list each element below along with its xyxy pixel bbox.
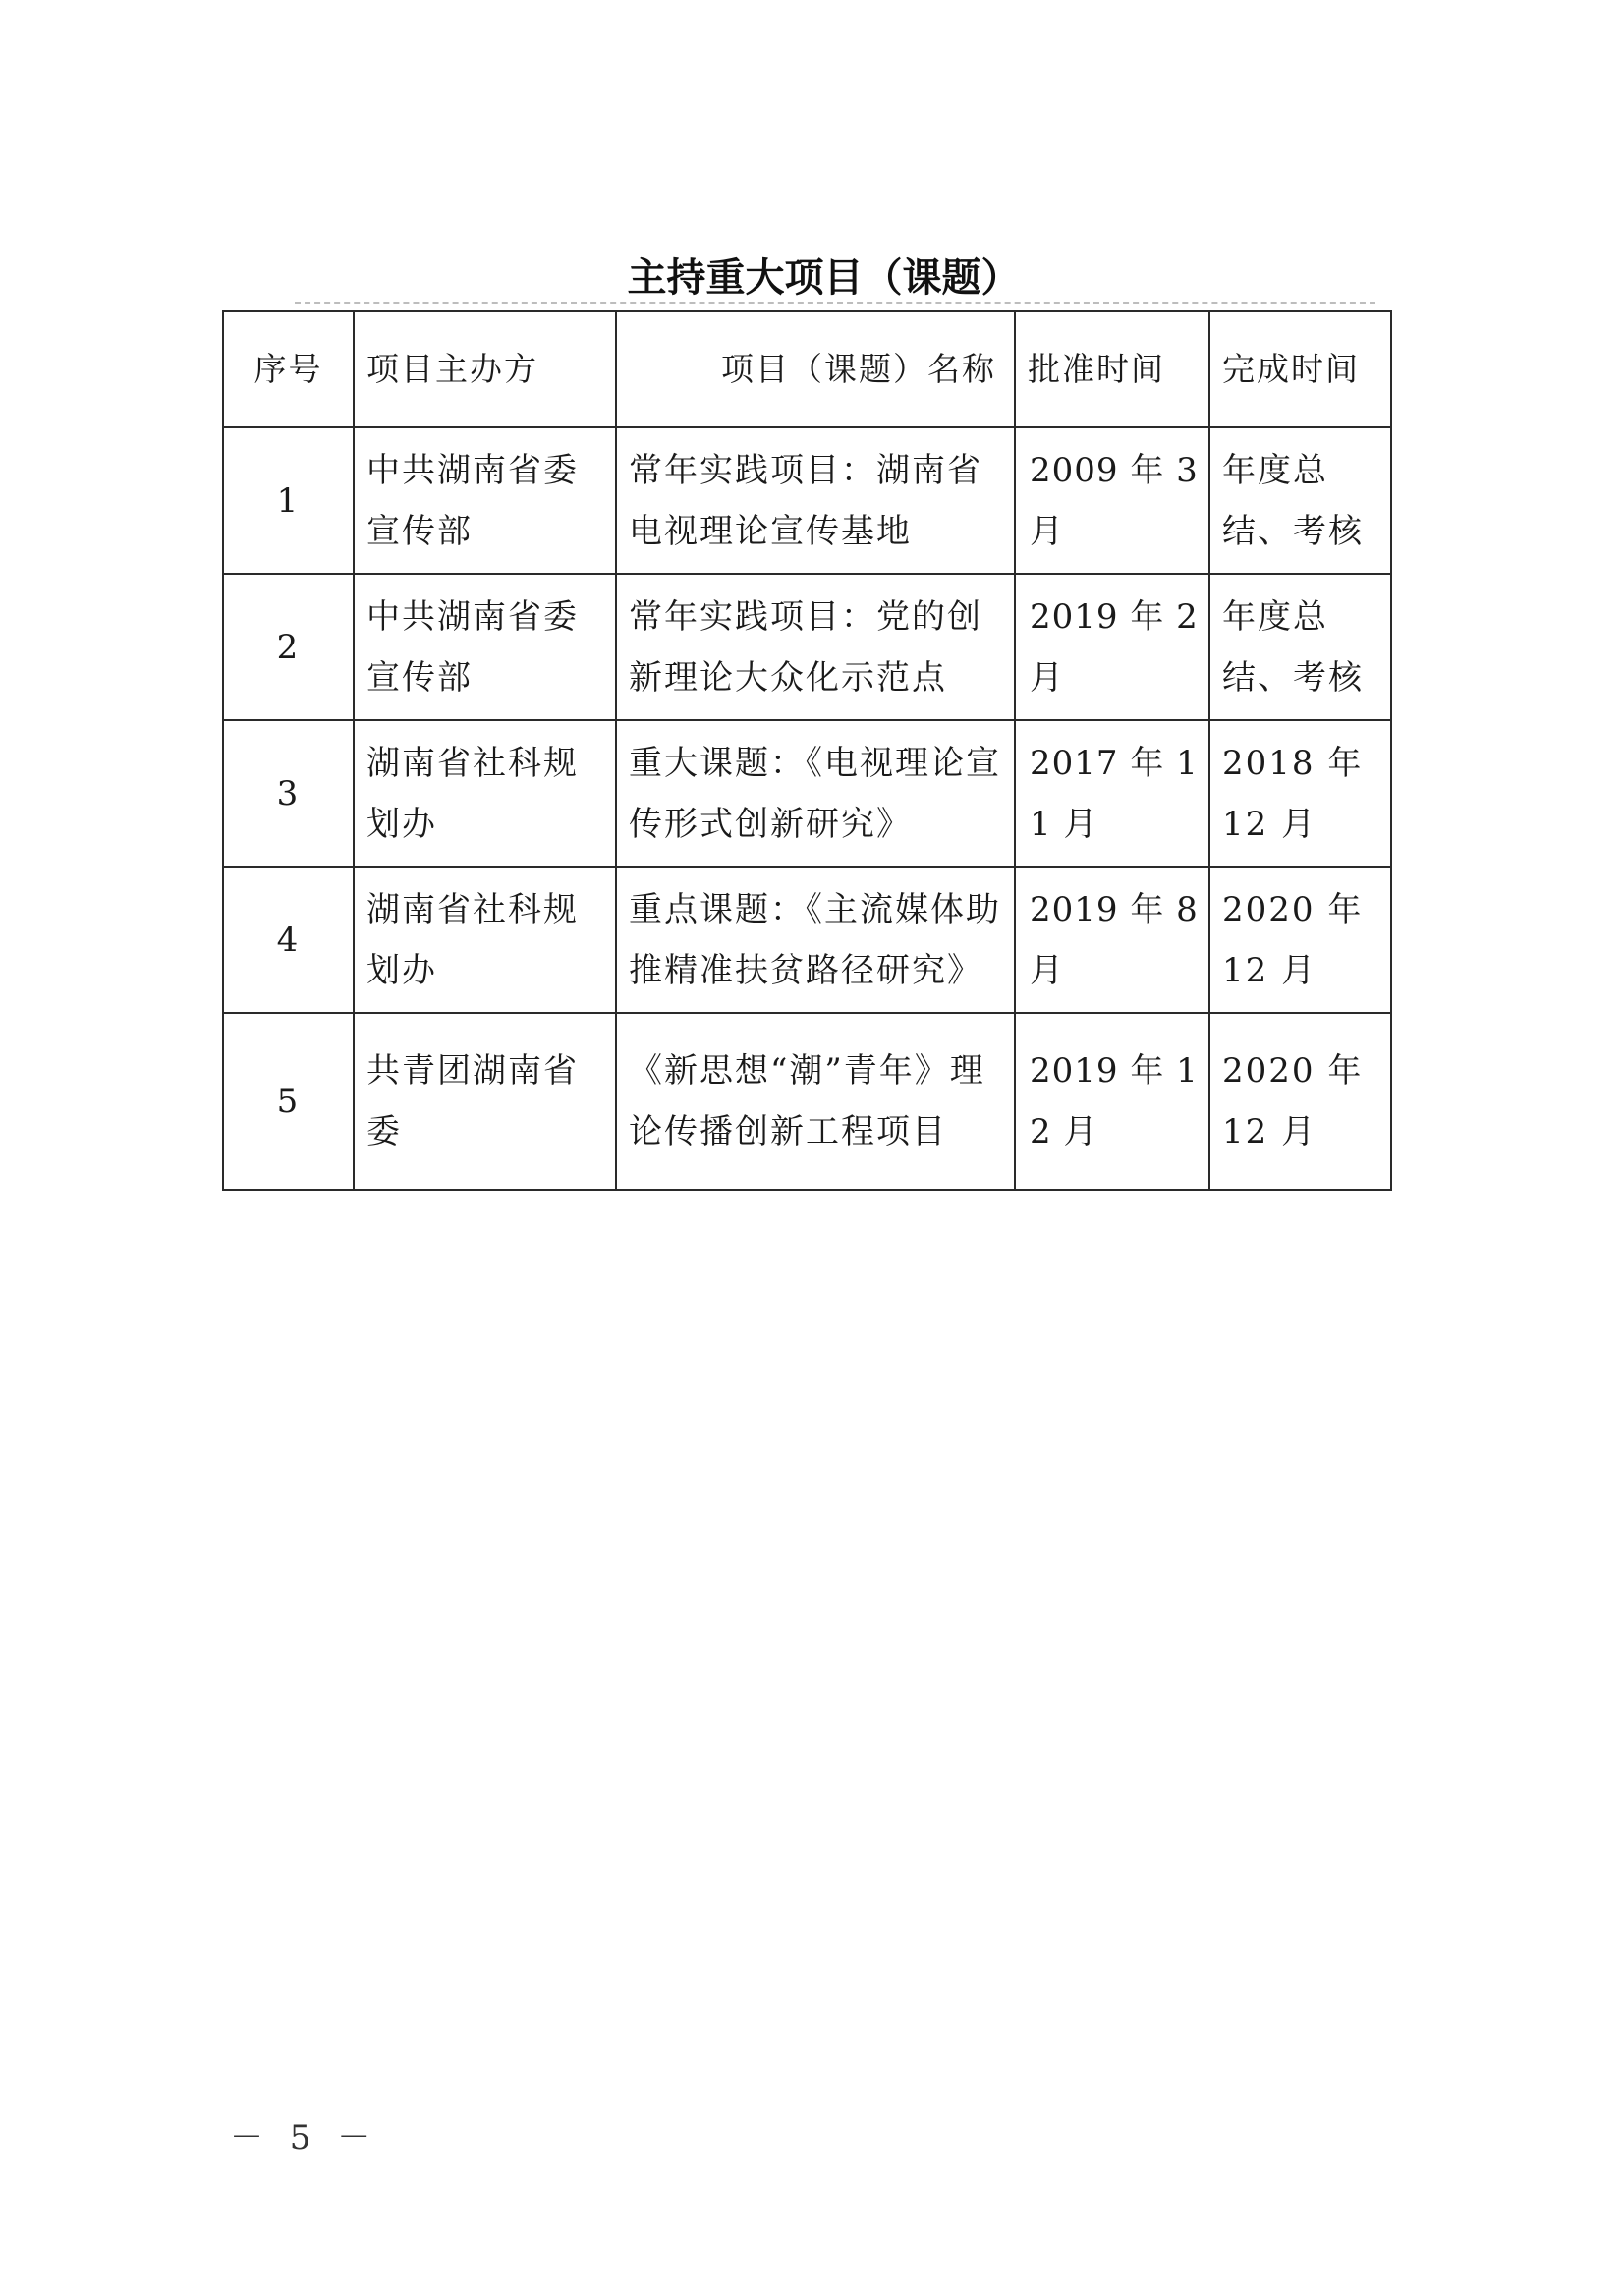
row-seq: 4 [223,867,354,1013]
row-seq: 2 [223,574,354,720]
row-approved-date: 2019 年 2 月 [1015,574,1209,720]
row-sponsor: 中共湖南省委宣传部 [354,574,616,720]
row-project-name: 重点课题：《主流媒体助推精准扶贫路径研究》 [616,867,1015,1013]
row-completed-date: 2020 年 12 月 [1209,1013,1391,1190]
header-seq: 序号 [223,311,354,427]
table-row [223,427,1391,574]
title-divider [295,302,1375,304]
row-project-name: 常年实践项目：湖南省电视理论宣传基地 [616,427,1015,574]
row-approved-date: 2017 年 11 月 [1015,720,1209,867]
row-approved-date: 2019 年 8 月 [1015,867,1209,1013]
header-completed-date: 完成时间 [1209,311,1391,427]
table-row [223,574,1391,720]
row-project-name: 重大课题：《电视理论宣传形式创新研究》 [616,720,1015,867]
row-project-name: 常年实践项目：党的创新理论大众化示范点 [616,574,1015,720]
row-completed-date: 2018 年 12 月 [1209,720,1391,867]
row-seq: 5 [223,1013,354,1190]
row-completed-date: 年度总结、考核 [1209,574,1391,720]
row-sponsor: 湖南省社科规划办 [354,720,616,867]
header-project-name: 项目（课题）名称 [616,311,1015,427]
header-approved-date: 批准时间 [1015,311,1209,427]
row-completed-date: 年度总结、考核 [1209,427,1391,574]
header-sponsor: 项目主办方 [354,311,616,427]
page-title: 主持重大项目（课题） [627,255,1021,301]
row-approved-date: 2019 年 12 月 [1015,1013,1209,1190]
row-approved-date: 2009 年 3 月 [1015,427,1209,574]
page-number: － 5 － [230,2118,379,2157]
table-row [223,1013,1391,1190]
row-sponsor: 湖南省社科规划办 [354,867,616,1013]
projects-table [222,310,1392,1191]
table-row [223,720,1391,867]
row-seq: 3 [223,720,354,867]
row-sponsor: 中共湖南省委宣传部 [354,427,616,574]
table-row [223,867,1391,1013]
table-header-row [223,311,1391,427]
row-sponsor: 共青团湖南省委 [354,1013,616,1190]
row-seq: 1 [223,427,354,574]
row-completed-date: 2020 年 12 月 [1209,867,1391,1013]
row-project-name: 《新思想“潮”青年》理论传播创新工程项目 [616,1013,1015,1190]
